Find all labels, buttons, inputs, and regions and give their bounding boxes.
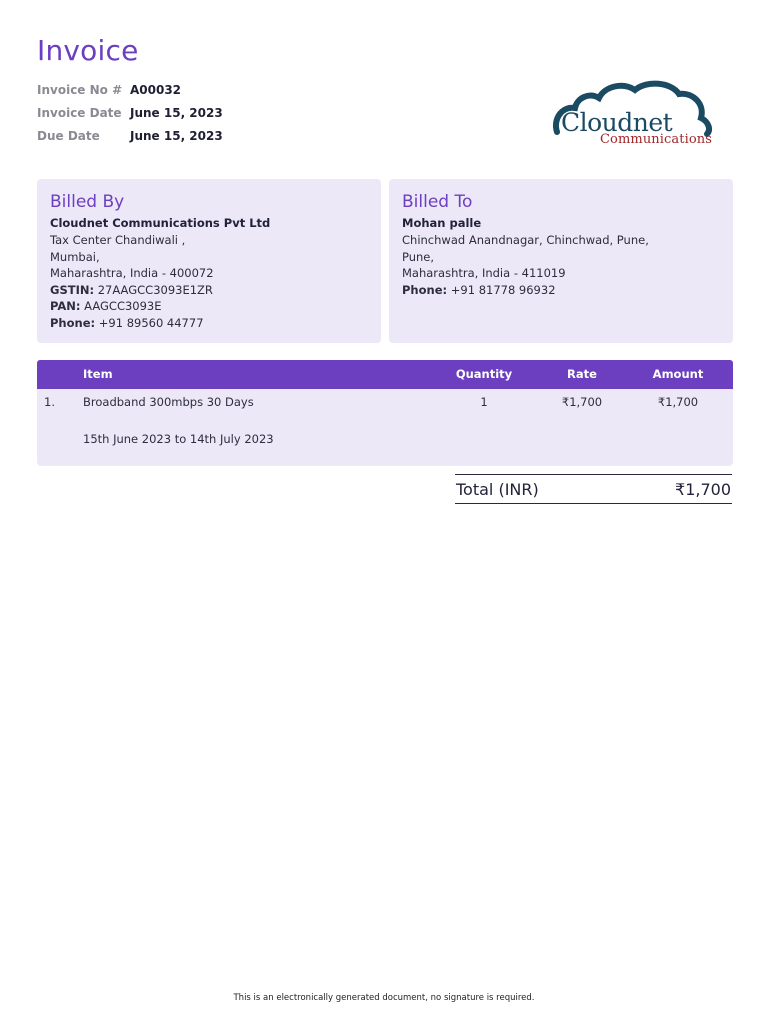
due-date-row — [37, 124, 223, 147]
billed-to-address-1: Chinchwad Anandnagar, Chinchwad, Pune, — [402, 233, 649, 247]
logo-subtitle: Communications — [600, 132, 713, 147]
invoice-no-label: Invoice No # — [37, 82, 123, 97]
invoice-date-row — [37, 101, 223, 124]
phone-label: Phone: — [50, 315, 96, 330]
header-amount: Amount — [652, 367, 704, 381]
total-row — [455, 474, 732, 504]
billed-to-title: Billed To — [402, 192, 473, 212]
pan-label: PAN: — [50, 299, 81, 313]
due-date-label: Due Date — [37, 128, 100, 143]
row-rate: ₹1,700 — [561, 395, 603, 409]
billed-to-address-3: Maharashtra, India - 411019 — [402, 266, 566, 280]
billed-by-pan — [50, 298, 368, 315]
due-date-value: June 15, 2023 — [130, 128, 223, 143]
billed-by-gstin — [50, 282, 368, 299]
billed-by-name: Cloudnet Communications Pvt Ltd — [50, 216, 271, 230]
table-header — [37, 360, 733, 389]
billed-to-name: Mohan palle — [402, 216, 482, 230]
invoice-meta — [37, 78, 223, 147]
total-value: ₹1,700 — [675, 479, 731, 499]
billed-by-address-1: Tax Center Chandiwali , — [50, 233, 186, 247]
pan-value: AAGCC3093E — [84, 299, 162, 313]
billed-to-address-2: Pune, — [402, 249, 435, 264]
invoice-no-row — [37, 78, 223, 101]
invoice-date-label: Invoice Date — [37, 105, 122, 120]
billed-by-address-2: Mumbai, — [50, 249, 100, 264]
header-quantity: Quantity — [455, 367, 513, 381]
table-row — [37, 389, 733, 466]
gstin-value: 27AAGCC3093E1ZR — [97, 282, 213, 297]
row-quantity: 1 — [480, 395, 488, 409]
row-description: 15th June 2023 to 14th July 2023 — [83, 432, 274, 446]
phone-value: +91 81778 96932 — [450, 282, 556, 297]
row-amount: ₹1,700 — [657, 395, 699, 409]
line-items-table — [37, 360, 733, 466]
page-title: Invoice — [37, 34, 139, 67]
header-item: Item — [83, 367, 113, 381]
billed-to-card — [389, 179, 733, 343]
row-item: Broadband 300mbps 30 Days — [83, 395, 254, 409]
invoice-no-value: A00032 — [130, 82, 182, 97]
company-logo — [551, 80, 723, 152]
invoice-date-value: June 15, 2023 — [130, 105, 223, 120]
phone-label: Phone: — [402, 282, 448, 297]
billed-to-phone — [402, 282, 720, 299]
billed-by-address-3: Maharashtra, India - 400072 — [50, 266, 214, 280]
header-rate: Rate — [567, 367, 597, 381]
footer-note: This is an electronically generated document, no signature is required. — [233, 993, 535, 1003]
billed-by-title: Billed By — [50, 192, 125, 212]
row-index: 1. — [44, 395, 55, 409]
gstin-label: GSTIN: — [50, 282, 95, 297]
logo-wordmark: Cloudnet — [561, 108, 673, 137]
total-label: Total (INR) — [456, 479, 539, 499]
phone-value: +91 89560 44777 — [98, 315, 204, 330]
billed-by-card — [37, 179, 381, 343]
billed-by-phone — [50, 315, 368, 332]
